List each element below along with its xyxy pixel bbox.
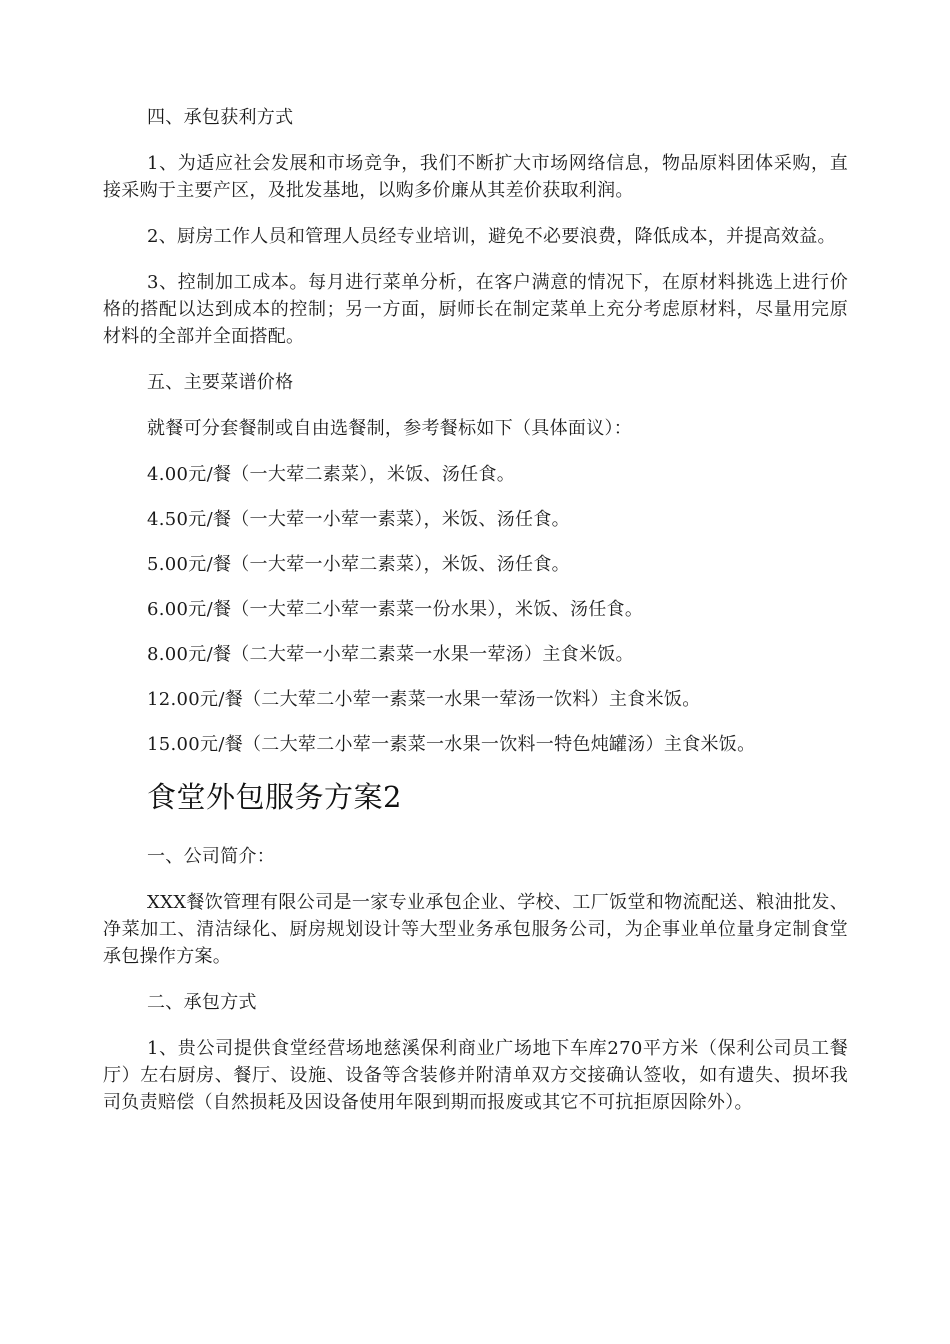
- price-item: 4.50元/餐（一大荤一小荤一素菜），米饭、汤任食。: [147, 509, 570, 530]
- document-body: [103, 104, 848, 1135]
- section-title-menu-prices: 五、主要菜谱价格: [147, 372, 294, 393]
- profit-item-1: 1、为适应社会发展和市场竞争，我们不断扩大市场网络信息，物品原料团体采购，直接采购于主要产区，及批发基地，以购多价廉从其差价获取利润。: [103, 153, 848, 201]
- section-title-contract: 二、承包方式: [147, 992, 257, 1013]
- price-item: 8.00元/餐（二大荤一小荤二素菜一水果一荤汤）主食米饭。: [147, 644, 634, 665]
- price-item: 12.00元/餐（二大荤二小荤一素菜一水果一荤汤一饮料）主食米饭。: [147, 689, 701, 710]
- price-item: 5.00元/餐（一大荤一小荤二素菜），米饭、汤任食。: [147, 554, 570, 575]
- section-title-company: 一、公司简介：: [147, 846, 276, 867]
- price-item: 4.00元/餐（一大荤二素菜），米饭、汤任食。: [147, 464, 516, 485]
- price-item: 15.00元/餐（二大荤二小荤一素菜一水果一饮料一特色炖罐汤）主食米饭。: [147, 734, 756, 755]
- profit-item-2: 2、厨房工作人员和管理人员经专业培训，避免不必要浪费，降低成本，并提高效益。: [147, 226, 836, 247]
- menu-intro: 就餐可分套餐制或自由选餐制，参考餐标如下（具体面议）：: [147, 418, 633, 439]
- section-title-profit: 四、承包获利方式: [147, 107, 294, 128]
- document-heading-2: 食堂外包服务方案2: [147, 780, 402, 814]
- profit-item-3: 3、控制加工成本。每月进行菜单分析，在客户满意的情况下，在原材料挑选上进行价格的搭配以达到成本的控制；另一方面，厨师长在制定菜单上充分考虑原材料，尽量用完原材料的全部并全面搭配。: [103, 272, 848, 347]
- price-item: 6.00元/餐（一大荤二小荤一素菜一份水果），米饭、汤任食。: [147, 599, 644, 620]
- contract-item-1: 1、贵公司提供食堂经营场地慈溪保利商业广场地下车库270平方米（保利公司员工餐厅）左右厨房、餐厅、设施、设备等含装修并附清单双方交接确认签收，如有遗失、损坏我司负责赔偿（自然损耗及因设备使用年限到期而报废或其它不可抗拒原因除外）。: [103, 1038, 848, 1113]
- company-intro-text: XXX餐饮管理有限公司是一家专业承包企业、学校、工厂饭堂和物流配送、粮油批发、净菜加工、清洁绿化、厨房规划设计等大型业务承包服务公司，为企事业单位量身定制食堂承包操作方案。: [103, 892, 848, 967]
